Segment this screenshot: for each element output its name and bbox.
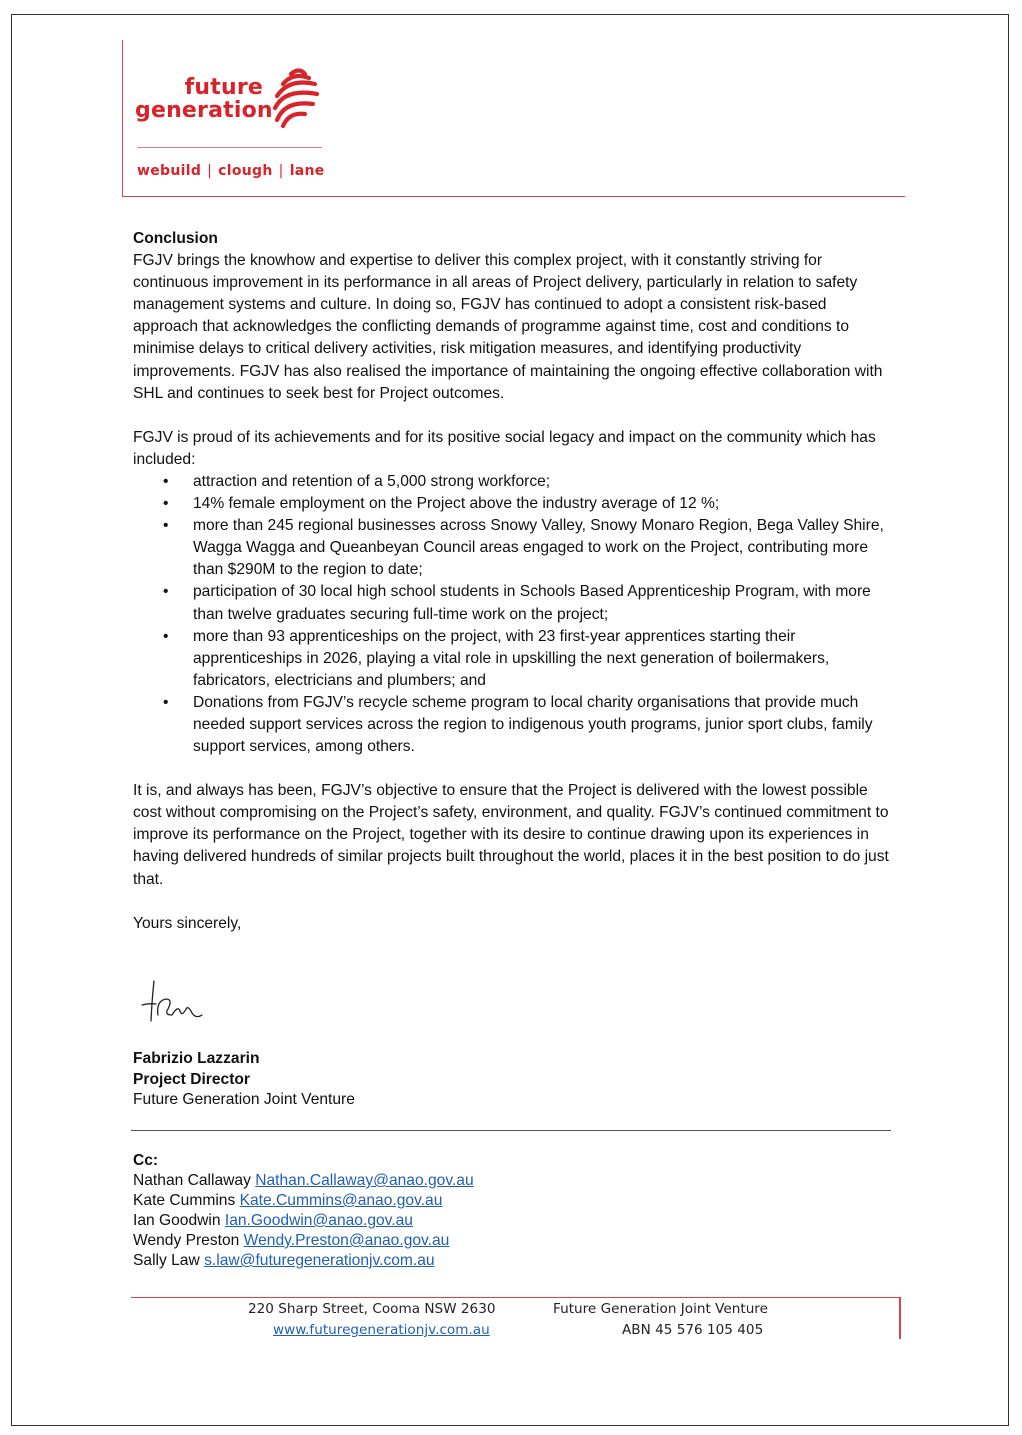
tag-separator: | bbox=[207, 163, 213, 179]
logo-line-1: future bbox=[184, 75, 263, 100]
logo-stripes-icon bbox=[269, 68, 327, 128]
signer-organisation: Future Generation Joint Venture bbox=[133, 1091, 355, 1108]
list-item: • attraction and retention of a 5,000 strong workforce; bbox=[133, 471, 893, 493]
recipient-name: Nathan Callaway bbox=[133, 1172, 251, 1189]
list-item: • Donations from FGJV’s recycle scheme program to local charity organisations that provide much needed support services across the region to indigenous youth programs, junior sport clubs, family support services, among others. bbox=[133, 692, 893, 758]
footer-rule bbox=[131, 1297, 901, 1298]
recipient-email-link[interactable]: Nathan.Callaway@anao.gov.au bbox=[255, 1172, 474, 1189]
paragraph-3: It is, and always has been, FGJV’s objective to ensure that the Project is delivered with the lowest possible cost without compromising on the Project’s safety, environment, and quality. FGJV’s continued commitment to improve its performance on the Project, together with its desire to continue drawing upon its experiences in having delivered hundreds of similar projects built throughout the world, places it in the best position to do just that. bbox=[133, 782, 889, 888]
closing: Yours sincerely, bbox=[133, 914, 242, 932]
footer-address: 220 Sharp Street, Cooma NSW 2630 bbox=[248, 1301, 496, 1317]
partner-tagline bbox=[137, 163, 325, 179]
signer-name: Fabrizio Lazzarin bbox=[133, 1050, 260, 1067]
letter-body bbox=[133, 228, 893, 935]
tag-webuild: webuild bbox=[137, 163, 202, 179]
cc-recipient bbox=[133, 1171, 474, 1191]
footer-organisation: Future Generation Joint Venture bbox=[553, 1301, 768, 1317]
list-item: • 14% female employment on the Project above the industry average of 12 %; bbox=[133, 493, 893, 515]
section-heading: Conclusion bbox=[133, 230, 218, 247]
tag-separator: | bbox=[278, 163, 284, 179]
paragraph-2: FGJV is proud of its achievements and for its positive social legacy and impact on the community which has included: bbox=[133, 428, 876, 468]
paragraph-1: FGJV brings the knowhow and expertise to deliver this complex project, with it constantly striving for continuous improvement in its performance in all areas of Project delivery, particularly in relation to safety management systems and culture. In doing so, FGJV has continued to adopt a consistent risk-based approach that acknowledges the conflicting demands of programme against time, cost and conditions to minimise delays to critical delivery activities, risk mitigation measures, and identifying productivity improvements. FGJV has also realised the importance of maintaining the ongoing effective collaboration with SHL and continues to seek best for Project outcomes. bbox=[133, 252, 883, 402]
logo-divider bbox=[137, 147, 322, 148]
recipient-email-link[interactable]: Kate.Cummins@anao.gov.au bbox=[239, 1192, 443, 1209]
footer-abn: ABN 45 576 105 405 bbox=[622, 1322, 764, 1338]
recipient-name: Wendy Preston bbox=[133, 1232, 240, 1249]
recipient-email-link[interactable]: Wendy.Preston@anao.gov.au bbox=[243, 1232, 450, 1249]
recipient-name: Ian Goodwin bbox=[133, 1212, 221, 1229]
cc-block bbox=[133, 1151, 474, 1271]
logo-line-2: generation bbox=[135, 98, 273, 123]
footer-website-wrap bbox=[273, 1320, 490, 1341]
letterhead-vertical-rule bbox=[122, 40, 123, 197]
tag-lane: lane bbox=[289, 163, 325, 179]
recipient-email-link[interactable]: s.law@futuregenerationjv.com.au bbox=[204, 1252, 435, 1269]
signer-block bbox=[133, 1049, 355, 1111]
cc-label: Cc: bbox=[133, 1152, 159, 1169]
footer-vertical-rule bbox=[899, 1297, 901, 1339]
recipient-name: Kate Cummins bbox=[133, 1192, 236, 1209]
signature-image bbox=[140, 975, 220, 1025]
company-logo-wordmark bbox=[135, 75, 273, 123]
list-item: • more than 93 apprenticeships on the project, with 23 first-year apprentices starting their apprenticeships in 2026, playing a vital role in upskilling the next generation of boilermakers, fabricators, electricians and plumbers; and bbox=[133, 626, 893, 692]
list-item: • participation of 30 local high school students in Schools Based Apprenticeship Program, with more than twelve graduates securing full-time work on the project; bbox=[133, 581, 893, 625]
cc-recipient bbox=[133, 1251, 474, 1271]
signer-title: Project Director bbox=[133, 1070, 250, 1088]
cc-divider bbox=[131, 1130, 891, 1131]
cc-recipient bbox=[133, 1191, 474, 1211]
footer-website-link[interactable]: www.futuregenerationjv.com.au bbox=[273, 1322, 490, 1338]
tag-clough: clough bbox=[218, 163, 273, 179]
cc-recipient bbox=[133, 1231, 474, 1251]
recipient-name: Sally Law bbox=[133, 1252, 200, 1269]
cc-recipient bbox=[133, 1211, 474, 1231]
recipient-email-link[interactable]: Ian.Goodwin@anao.gov.au bbox=[224, 1212, 413, 1229]
list-item: • more than 245 regional businesses across Snowy Valley, Snowy Monaro Region, Bega Valley Shire, Wagga Wagga and Queanbeyan Council areas engaged to work on the Project, contributing more than $290M to the region to date; bbox=[133, 515, 893, 581]
letterhead-horizontal-rule bbox=[122, 196, 905, 197]
achievements-list bbox=[133, 471, 893, 758]
